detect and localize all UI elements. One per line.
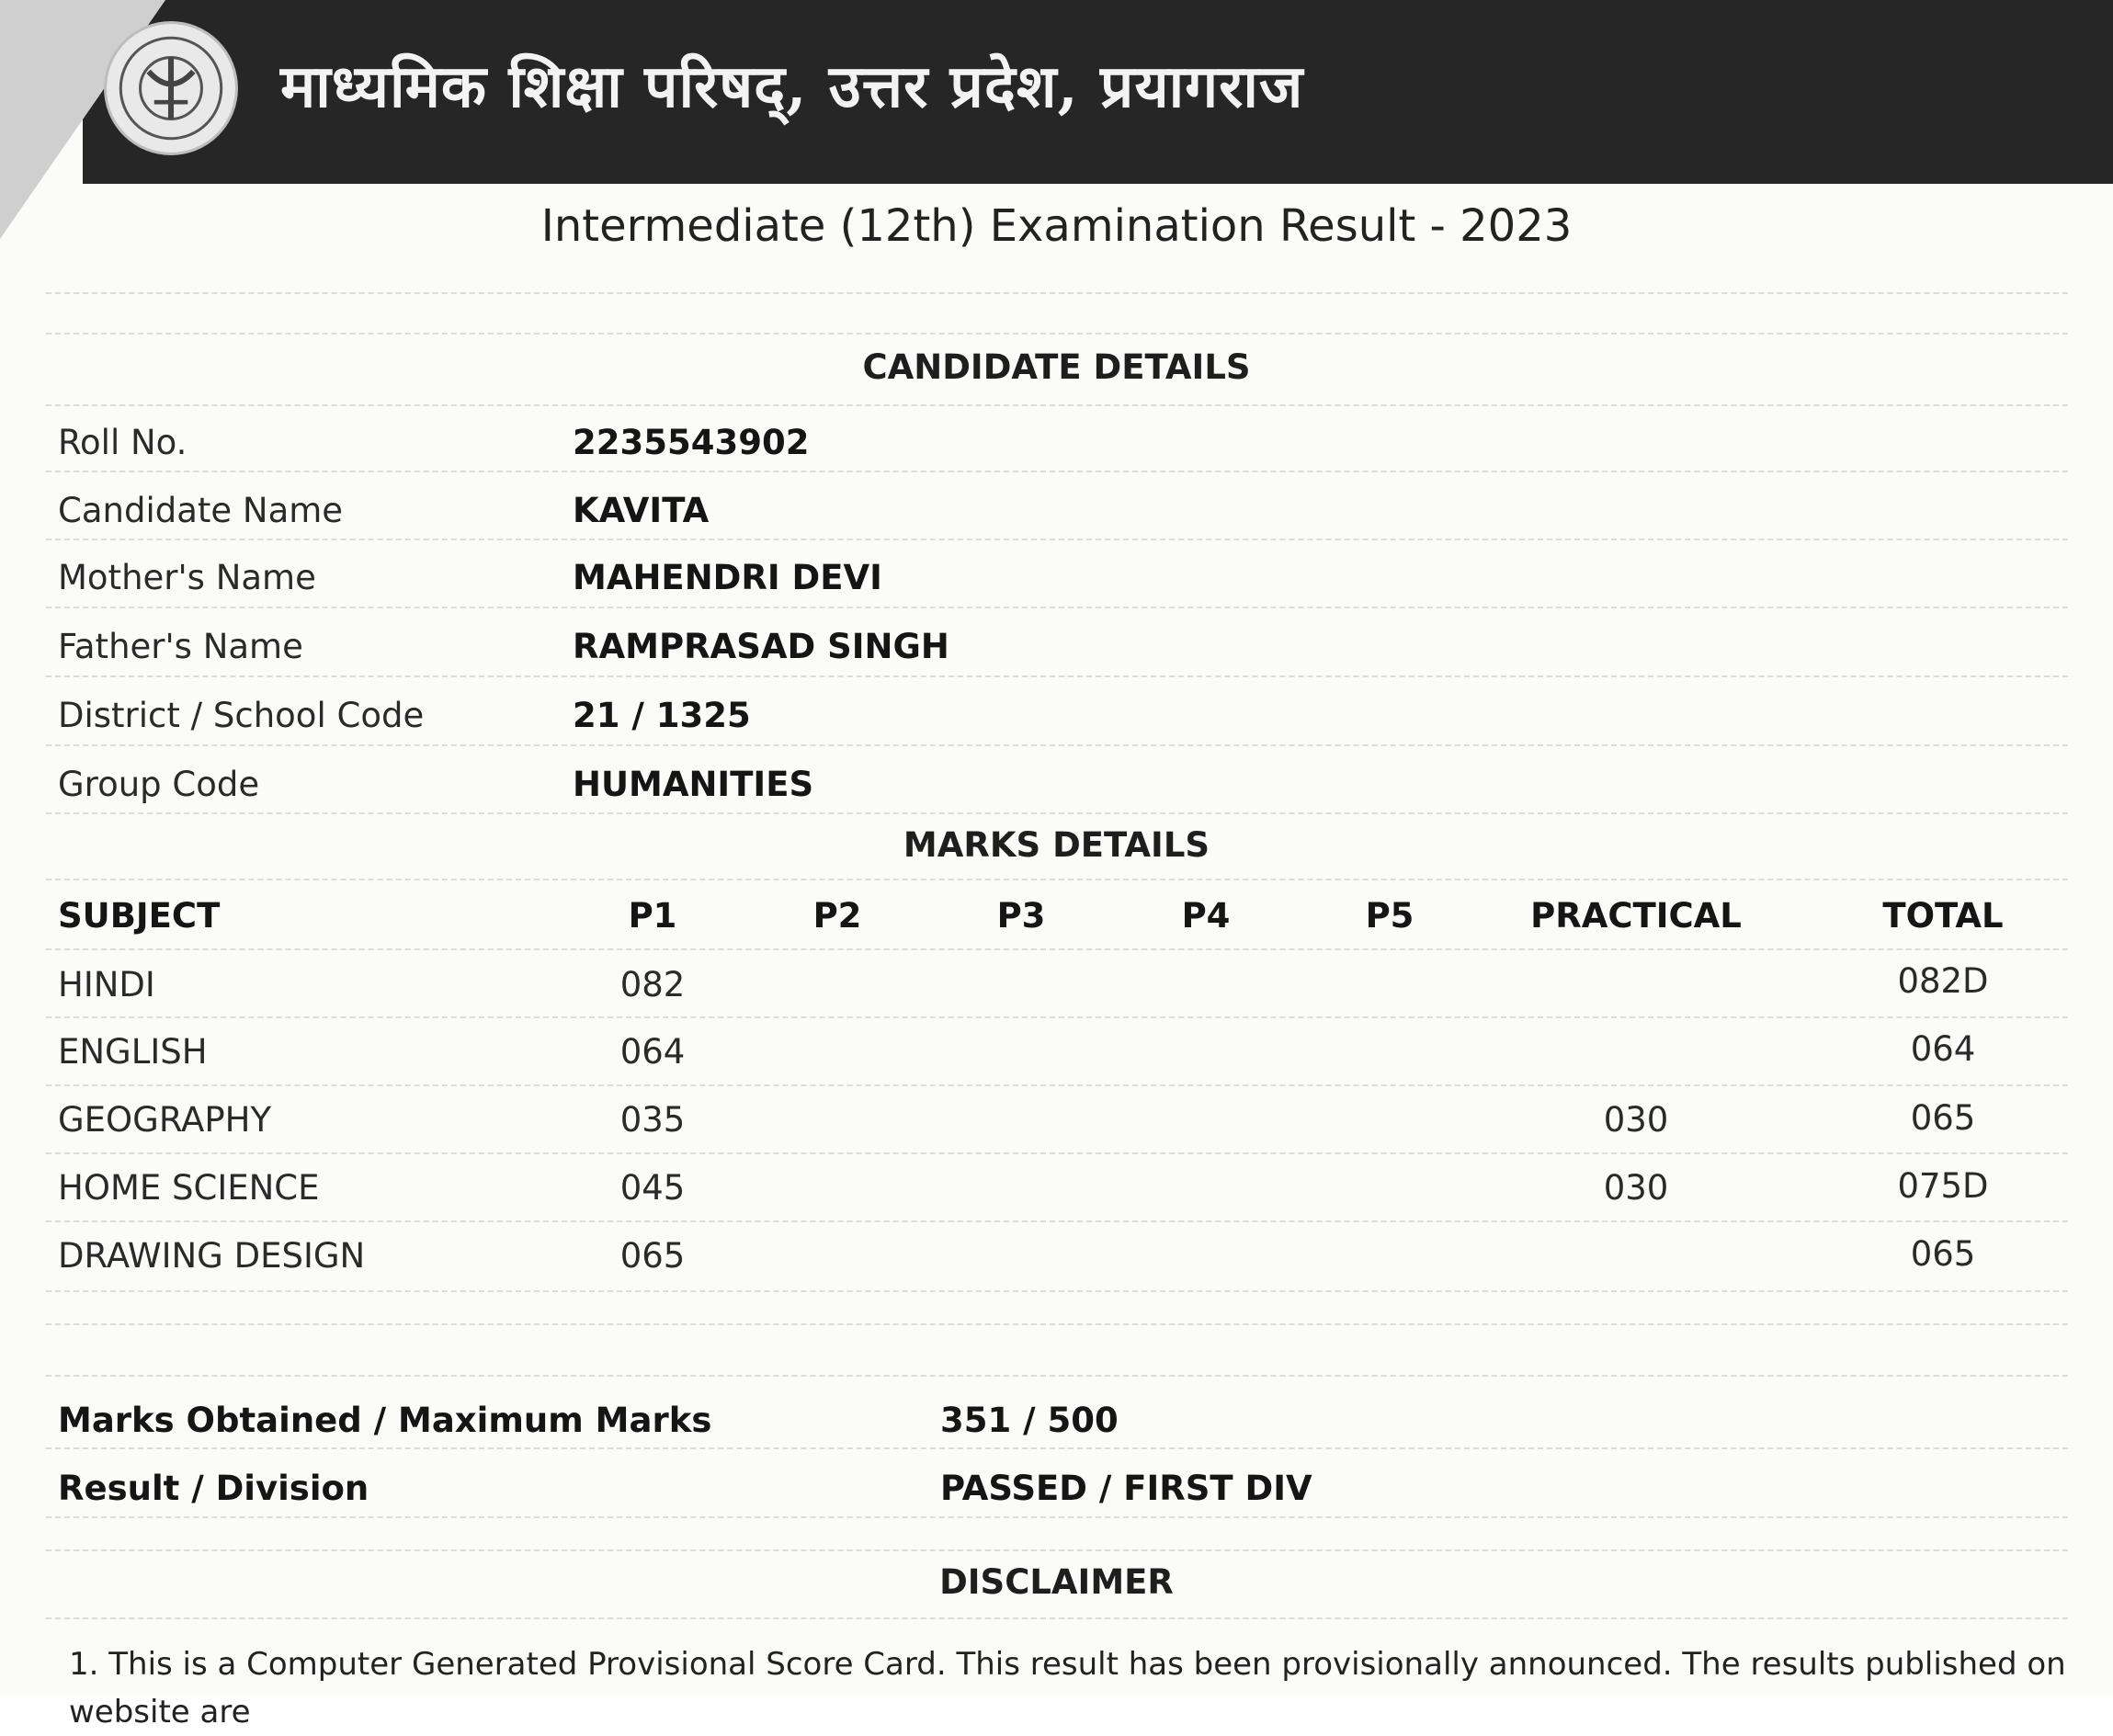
divider: [46, 607, 2068, 608]
page-title: Intermediate (12th) Examination Result - 2023: [540, 200, 1573, 252]
divider: [46, 404, 2068, 406]
detail-row-candidate-name: [58, 482, 2062, 539]
divider: [46, 471, 2068, 472]
detail-row-mothers-name: [58, 549, 2062, 606]
divider: [46, 1447, 2068, 1449]
board-name: माध्यमिक शिक्षा परिषद्, उत्तर प्रदेश, प्रयागराज: [280, 52, 1304, 121]
detail-value: KAVITA: [573, 491, 710, 530]
column-header-total: TOTAL: [1882, 896, 2004, 936]
practical-mark: 030: [1603, 1100, 1669, 1140]
column-header-p5: P5: [1365, 896, 1414, 936]
detail-label: District / School Code: [58, 696, 425, 735]
total-mark: 064: [1910, 1029, 1976, 1069]
detail-label: Group Code: [58, 765, 260, 804]
candidate-details-heading: CANDIDATE DETAILS: [862, 347, 1251, 387]
disclaimer-heading: DISCLAIMER: [939, 1562, 1174, 1602]
column-header-p3: P3: [996, 896, 1046, 936]
p1-mark: 035: [619, 1100, 686, 1140]
detail-value: 2235543902: [573, 423, 810, 462]
marks-obtained-value: 351 / 500: [940, 1401, 1119, 1440]
p1-mark: 082: [619, 965, 686, 1004]
divider: [46, 675, 2068, 677]
divider: [46, 1220, 2068, 1222]
practical-mark: 030: [1603, 1168, 1669, 1208]
p1-mark: 065: [619, 1236, 686, 1276]
p1-mark: 064: [619, 1032, 686, 1072]
detail-value: HUMANITIES: [573, 765, 814, 804]
divider: [46, 879, 2068, 880]
column-header-p2: P2: [812, 896, 862, 936]
divider: [46, 1516, 2068, 1518]
marks-obtained-row: [58, 1391, 2062, 1448]
divider: [46, 1290, 2068, 1292]
emblem-seal-icon: [101, 18, 241, 158]
detail-value: RAMPRASAD SINGH: [573, 627, 949, 666]
divider: [46, 539, 2068, 540]
divider: [46, 1549, 2068, 1551]
column-header-p1: P1: [628, 896, 677, 936]
detail-value: MAHENDRI DEVI: [573, 558, 882, 597]
divider: [46, 292, 2068, 294]
result-division-value: PASSED / FIRST DIV: [940, 1469, 1312, 1508]
divider: [46, 948, 2068, 950]
subject-name: GEOGRAPHY: [58, 1100, 272, 1140]
detail-label: Candidate Name: [58, 491, 344, 530]
divider: [46, 1084, 2068, 1086]
divider: [46, 1323, 2068, 1325]
marks-obtained-label: Marks Obtained / Maximum Marks: [58, 1401, 712, 1440]
column-header-p4: P4: [1181, 896, 1231, 936]
detail-row-district-school-code: [58, 686, 2062, 743]
result-division-label: Result / Division: [58, 1469, 369, 1508]
total-mark: 065: [1910, 1098, 1976, 1138]
detail-row-fathers-name: [58, 618, 2062, 675]
marks-details-heading: MARKS DETAILS: [903, 825, 1210, 865]
divider: [46, 812, 2068, 814]
result-division-row: [58, 1459, 2062, 1516]
detail-label: Father's Name: [58, 627, 303, 666]
column-header-subject: SUBJECT: [58, 896, 221, 936]
detail-value: 21 / 1325: [573, 696, 751, 735]
divider: [46, 333, 2068, 335]
detail-label: Roll No.: [58, 423, 187, 462]
divider: [46, 744, 2068, 746]
subject-name: HOME SCIENCE: [58, 1168, 320, 1208]
total-mark: 075D: [1897, 1166, 1989, 1206]
subject-name: HINDI: [58, 965, 155, 1004]
total-mark: 065: [1910, 1234, 1976, 1274]
detail-row-roll-no: [58, 414, 2062, 471]
divider: [46, 1152, 2068, 1154]
column-header-practical: PRACTICAL: [1530, 896, 1742, 936]
total-mark: 082D: [1897, 961, 1989, 1001]
detail-row-group-code: [58, 755, 2062, 812]
detail-label: Mother's Name: [58, 558, 316, 597]
p1-mark: 045: [619, 1168, 686, 1208]
divider: [46, 1375, 2068, 1377]
divider: [46, 1016, 2068, 1018]
subject-name: DRAWING DESIGN: [58, 1236, 366, 1276]
divider: [46, 1617, 2068, 1619]
disclaimer-item: 1. This is a Computer Generated Provisional Score Card. This result has been provisionally announced. The results published on website are: [69, 1646, 2066, 1730]
subject-name: ENGLISH: [58, 1032, 208, 1072]
